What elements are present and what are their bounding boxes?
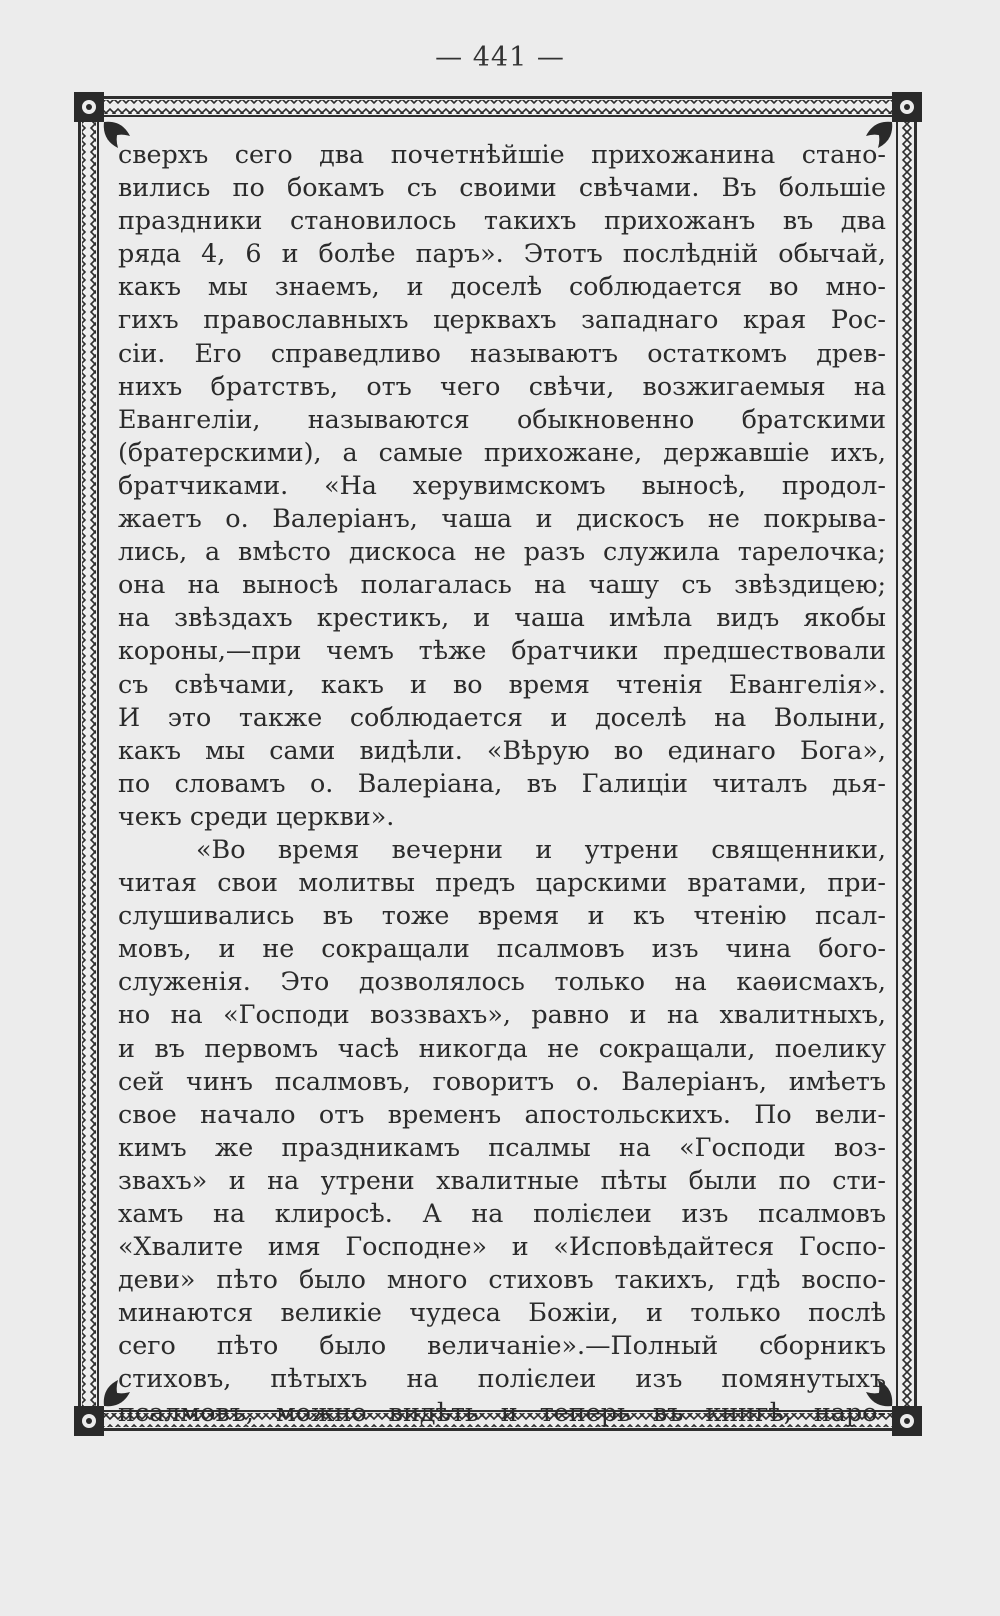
text-line: жаетъ о. Валеріанъ, чаша и дискосъ не покрыва- [118,503,886,534]
text-line: сего пѣто было величаніе».—Полный сборникъ [118,1330,886,1361]
text-line: минаются великіе чудеса Божіи, и только послѣ [118,1297,886,1328]
text-line: свое начало отъ временъ апостольскихъ. По вели- [118,1098,886,1129]
text-line: ряда 4, 6 и болѣе паръ». Этотъ послѣдній обычай, [118,238,886,269]
body-text [118,138,886,1429]
text-line: (братерскими), а самые прихожане, державшіе ихъ, [118,436,886,467]
text-line: сей чинъ псалмовъ, говоритъ о. Валеріанъ, имѣетъ [118,1065,886,1096]
text-line: мовъ, и не сокращали псалмовъ изъ чина бого- [118,933,886,964]
text-line: она на выносѣ полагалась на чашу съ звѣздицею; [118,569,886,600]
text-line: хамъ на клиросѣ. А на полієлеи изъ псалмовъ [118,1198,886,1228]
text-line: Евангеліи, называются обыкновенно братскими [118,403,886,434]
text-line: деви» пѣто было много стиховъ такихъ, гдѣ воспо- [118,1264,886,1295]
text-line: праздники становилось такихъ прихожанъ въ два [118,205,886,236]
text-line: сіи. Его справедливо называютъ остаткомъ древ- [118,337,886,368]
text-line: звахъ» и на утрени хвалитные пѣты были по сти- [118,1164,886,1195]
text-line: какъ мы сами видѣли. «Вѣрую во единаго Бога», [118,734,886,765]
text-line: братчиками. «На херувимскомъ выносѣ, продол- [118,469,886,500]
text-line: стиховъ, пѣтыхъ на полієлеи изъ помянутыхъ [118,1363,886,1394]
text-line: какъ мы знаемъ, и доселѣ соблюдается во мно- [118,271,886,302]
text-line: на звѣздахъ крестикъ, и чаша имѣла видъ якобы [118,602,886,633]
text-line: «Во время вечерни и утрени священники, [196,833,886,864]
text-line: кимъ же праздникамъ псалмы на «Господи воз- [118,1131,886,1162]
page-number: — 441 — [435,42,565,73]
text-line: но на «Господи воззвахъ», равно и на хвалитныхъ, [118,999,886,1030]
text-line: гихъ православныхъ церквахъ западнаго края Рос- [118,304,886,335]
text-line: И это также соблюдается и доселѣ на Волыни, [118,701,886,732]
text-line: служенія. Это дозволялось только на каѳисмахъ, [118,966,886,997]
text-line: вились по бокамъ съ своими свѣчами. Въ большіе [118,172,886,203]
text-line: чекъ среди церкви». [118,800,395,831]
text-line: читая свои молитвы предъ царскими вратами, при- [118,867,886,898]
text-line: съ свѣчами, какъ и во время чтенія Евангелія». [118,668,886,699]
text-line: «Хвалите имя Господне» и «Исповѣдайтеся Госпо- [118,1231,886,1262]
text-line: лись, а вмѣсто дискоса не разъ служила тарелочка; [118,536,886,567]
text-line: и въ первомъ часѣ никогда не сокращали, поелику [118,1032,886,1063]
text-line: псалмовъ, можно видѣть и теперь въ книгѣ, наро- [118,1396,886,1427]
text-line: нихъ братствъ, отъ чего свѣчи, возжигаемыя на [118,370,886,401]
text-line: сверхъ сего два почетнѣйшіе прихожанина стано- [118,139,886,169]
text-line: короны,—при чемъ тѣже братчики предшествовали [118,635,886,666]
text-line: по словамъ о. Валеріана, въ Галиціи читалъ дья- [118,767,886,798]
text-line: слушивались въ тоже время и къ чтенію псал- [118,900,886,931]
